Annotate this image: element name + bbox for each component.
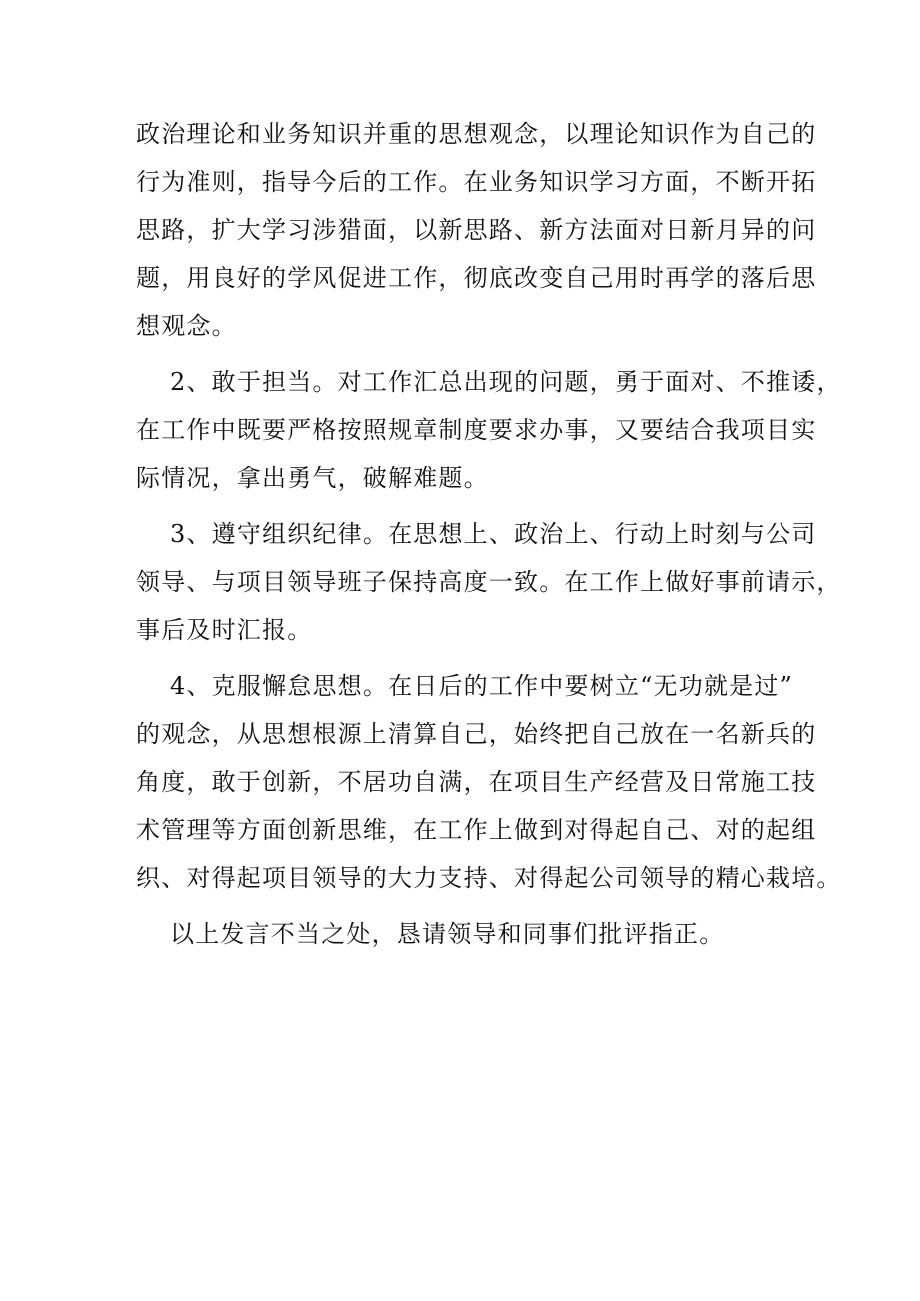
text-line: 在工作中既要严格按照规章制度要求办事，又要结合我项目实	[136, 416, 817, 444]
paragraph-continuation	[136, 110, 817, 350]
paragraph-item-4	[136, 662, 842, 902]
text-line: 织、对得起项目领导的大力支持、对得起公司领导的精心栽培。	[136, 864, 842, 892]
paragraph-closing	[136, 910, 786, 958]
text-line: 想观念。	[136, 312, 237, 340]
text-line: 思路，扩大学习涉猎面，以新思路、新方法面对日新月异的问	[136, 216, 817, 244]
text-line: 术管理等方面创新思维，在工作上做到对得起自己、对的起组	[136, 816, 817, 844]
document-body	[136, 110, 842, 958]
text-line: 2、敢于担当。对工作汇总出现的问题，勇于面对、不推诿，	[170, 368, 842, 396]
text-line: 领导、与项目领导班子保持高度一致。在工作上做好事前请示，	[136, 568, 842, 596]
text-line: 政治理论和业务知识并重的思想观念，以理论知识作为自己的	[136, 120, 817, 148]
text-line: 以上发言不当之处，恳请领导和同事们批评指正。	[170, 920, 725, 948]
text-line: 角度，敢于创新，不居功自满，在项目生产经营及日常施工技	[136, 768, 817, 796]
text-line: 4、克服懈怠思想。在日后的工作中要树立“无功就是过”	[170, 672, 794, 700]
text-line: 题，用良好的学风促进工作，彻底改变自己用时再学的落后思	[136, 264, 817, 292]
paragraph-item-2	[136, 358, 842, 502]
text-line: 3、遵守组织纪律。在思想上、政治上、行动上时刻与公司	[170, 520, 817, 548]
text-line: 的观念，从思想根源上清算自己，始终把自己放在一名新兵的	[136, 720, 817, 748]
paragraph-item-3	[136, 510, 842, 654]
text-line: 际情况，拿出勇气，破解难题。	[136, 464, 489, 492]
text-line: 事后及时汇报。	[136, 616, 313, 644]
text-line: 行为准则，指导今后的工作。在业务知识学习方面，不断开拓	[136, 168, 817, 196]
